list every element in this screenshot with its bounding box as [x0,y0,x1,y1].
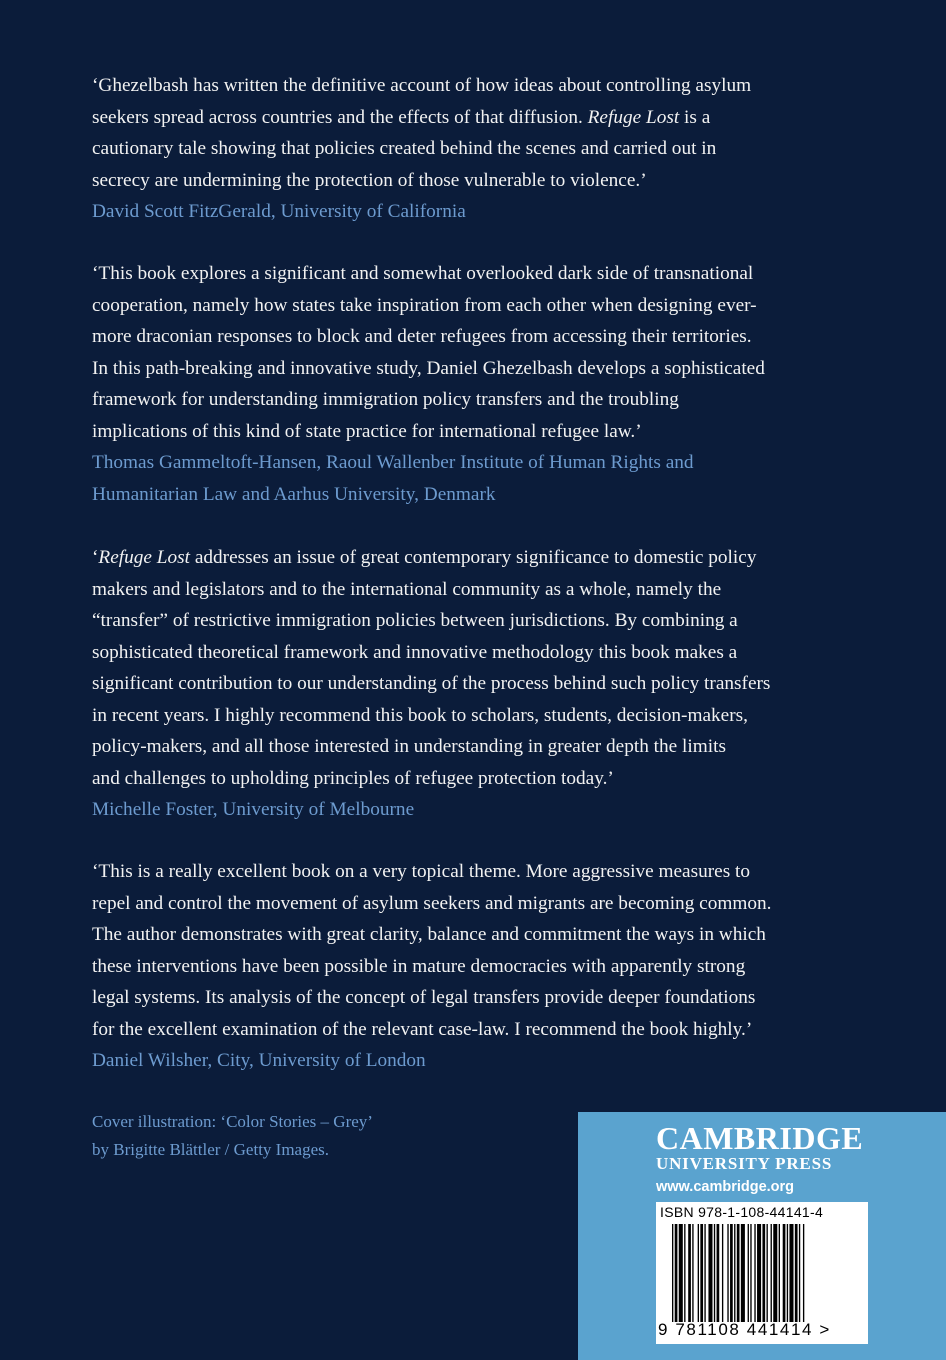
quote-text: cooperation, namely how states take inspiration from each other when designing ever- [92,294,757,316]
barcode-bar [789,1224,793,1322]
quote-line [92,353,872,385]
publisher-name: CAMBRIDGE [656,1120,864,1156]
barcode-bar [773,1224,777,1322]
quote-text: In this path-breaking and innovative study, Daniel Ghezelbash develops a sophisticated [92,357,765,379]
quote-text: framework for understanding immigration policy transfers and the troubling [92,389,679,410]
quote-line [92,416,872,448]
quote-line [92,637,872,669]
quote-text: ‘This book explores a significant and somewhat overlooked dark side of transnational [92,263,754,284]
barcode-bar [722,1224,723,1322]
barcode-bar [704,1224,705,1322]
barcode-bar [799,1224,800,1322]
quote-text: ‘This is a really excellent book on a very topical theme. More aggressive measures to [92,861,751,882]
barcode-bar [708,1224,712,1322]
quote-text: Refuge Lost [98,547,190,568]
quote-text: secrecy are undermining the protection of those vulnerable to violence.’ [92,169,647,191]
barcode-bar [688,1224,691,1322]
quote-text: cautionary tale showing that policies created behind the scenes and carried out in [92,138,717,159]
quote-text: seekers spread across countries and the effects of that diffusion. [92,106,588,128]
barcode-bar [698,1224,699,1322]
quote-text: is a [679,106,711,128]
barcode-digits: 9 781108 441414 > [658,1320,831,1339]
quote-line [92,258,872,290]
quote-text: more draconian responses to block and deter refugees from accessing their territories. [92,326,752,347]
barcode-bar [727,1224,728,1322]
barcode-bar [714,1224,715,1322]
quote-line [92,951,872,983]
barcode-bar [692,1224,693,1322]
quote-line [92,763,872,795]
barcode-bar [787,1224,788,1322]
publisher-subtitle: UNIVERSITY PRESS [656,1154,833,1173]
isbn-label: ISBN 978-1-108-44141-4 [660,1204,824,1220]
endorsement-4 [92,856,872,1077]
endorsement-3 [92,542,872,826]
barcode-bar [700,1224,703,1322]
barcode-bar [684,1224,685,1322]
quote-text: in recent years. I highly recommend this book to scholars, students, decision-makers, [92,704,748,726]
barcode-bars [672,1224,852,1322]
quote-line [92,70,872,102]
barcode-bar [679,1224,683,1322]
publisher-url: www.cambridge.org [656,1179,795,1195]
quote-line [92,982,872,1014]
barcode-bar [737,1224,740,1322]
publisher-panel [578,1112,946,1360]
quote-line [92,731,872,763]
barcode-bar [717,1224,720,1322]
quote-line [92,668,872,700]
quote-text: and challenges to upholding principles of refugee protection today.’ [92,767,614,789]
quote-line [92,384,872,416]
barcode-bar [767,1224,768,1322]
quote-text: policy-makers, and all those interested in understanding in greater depth the limits [92,736,726,757]
quote-line [92,888,872,920]
barcode-bar [741,1224,745,1322]
quote-text: sophisticated theoretical framework and innovative methodology this book makes a [92,641,738,663]
barcode-bar [779,1224,780,1322]
quote-line [92,574,872,606]
barcode-bar [748,1224,749,1322]
quote-text: ‘Ghezelbash has written the definitive account of how ideas about controlling asylum [92,75,752,96]
barcode-bar [672,1224,673,1322]
quote-text: Refuge Lost [587,106,680,128]
quote-line [92,290,872,322]
quote-attribution: Humanitarian Law and Aarhus University, Denmark [92,483,496,505]
cover-credit-line-1: Cover illustration: ‘Color Stories – Grey’ [92,1112,373,1131]
quote-text: addresses an issue of great contemporary significance to domestic policy [190,547,757,568]
quote-line [92,605,872,637]
barcode-bar [754,1224,755,1322]
quote-line [92,542,872,574]
barcode-bar [757,1224,761,1322]
quote-attribution: Michelle Foster, University of Melbourne [92,799,415,820]
quote-line [92,102,872,134]
quote-line [92,133,872,165]
quote-text: legal systems. Its analysis of the concept of legal transfers provide deeper foundations [92,987,756,1008]
barcode-bar [730,1224,733,1322]
quote-line [92,1014,872,1046]
quote-line [92,165,872,197]
quote-attribution: Daniel Wilsher, City, University of London [92,1050,426,1071]
barcode-bar [675,1224,678,1322]
quote-attribution: Thomas Gammeltoft-Hansen, Raoul Wallenber Institute of Human Rights and [92,452,694,473]
quote-line [92,700,872,732]
quote-text: ‘ [92,547,99,568]
quote-text: for the excellent examination of the relevant case-law. I recommend the book highly.’ [92,1018,753,1040]
barcode-bar [771,1224,772,1322]
barcode-bar [795,1224,798,1322]
quote-text: “transfer” of restrictive immigration policies between jurisdictions. By combining a [92,610,738,631]
quote-attribution: David Scott FitzGerald, University of California [92,201,466,222]
quote-text: implications of this kind of state practice for international refugee law.’ [92,420,642,442]
endorsement-1 [92,70,872,228]
quote-text: repel and control the movement of asylum seekers and migrants are becoming common. [92,892,772,914]
quote-text: The author demonstrates with great clarity, balance and commitment the ways in which [92,924,766,945]
quote-line [92,856,872,888]
barcode-bar [783,1224,786,1322]
barcode-bar [803,1224,804,1322]
barcode-panel [656,1202,868,1344]
quote-line [92,919,872,951]
quote-line [92,321,872,353]
endorsement-2 [92,258,872,510]
quote-text: these interventions have been possible in mature democracies with apparently strong [92,955,746,977]
quote-text: makers and legislators and to the international community as a whole, namely the [92,578,722,600]
quote-text: significant contribution to our understanding of the process behind such policy transfers [92,673,771,694]
barcode-bar [750,1224,751,1322]
barcode-bar [762,1224,765,1322]
cover-credit [92,1108,373,1164]
barcode-bar [734,1224,735,1322]
cover-credit-line-2: by Brigitte Blättler / Getty Images. [92,1140,330,1159]
